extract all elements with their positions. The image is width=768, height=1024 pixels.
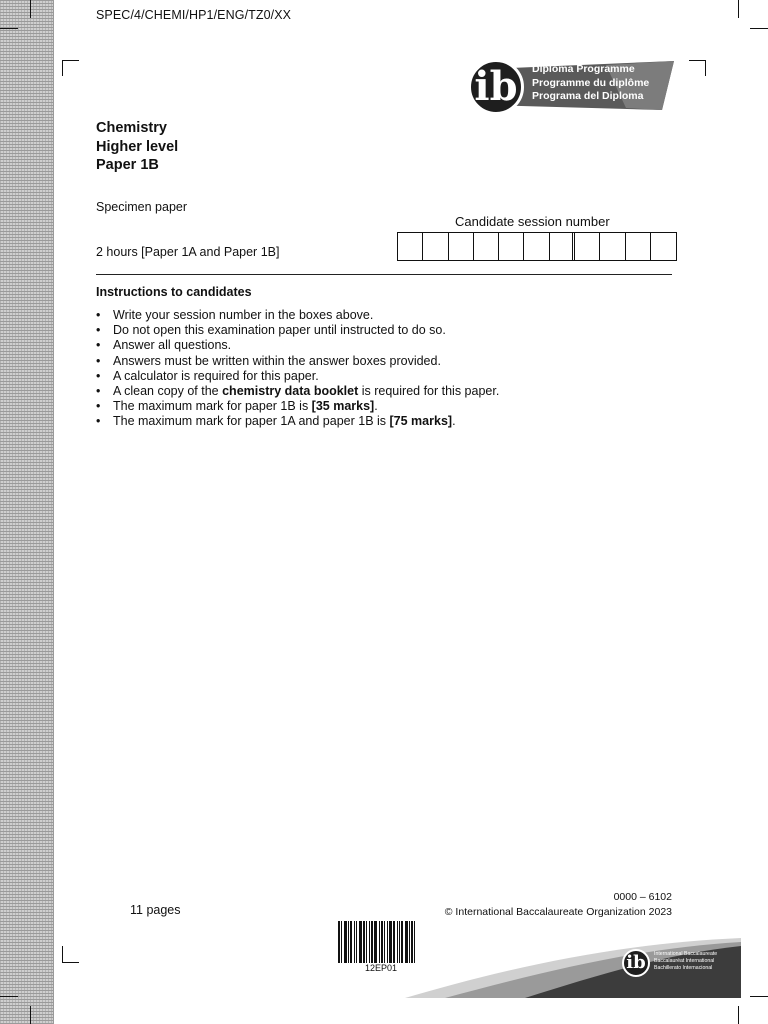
subject-title: Chemistry — [96, 120, 167, 136]
corner-mark — [62, 60, 79, 61]
footer-code: 0000 – 6102 — [613, 891, 672, 903]
binding-strip — [0, 0, 53, 1024]
crop-mark — [738, 0, 739, 18]
instruction-item — [96, 414, 499, 429]
instruction-text: Write your session number in the boxes above. — [113, 308, 374, 322]
instructions-heading: Instructions to candidates — [96, 285, 252, 299]
copyright: © International Baccalaureate Organization 2023 — [444, 906, 672, 918]
instruction-text: Answers must be written within the answer boxes provided. — [113, 353, 441, 368]
session-digit-box[interactable] — [423, 233, 448, 260]
page-count: 11 pages — [130, 903, 181, 917]
ib-small-mark-icon: ib — [622, 949, 650, 977]
session-digit-box[interactable] — [626, 233, 651, 260]
session-digit-box[interactable] — [449, 233, 474, 260]
ib-small-line: Bachillerato Internacional — [654, 965, 713, 972]
barcode-text: 12EP01 — [365, 963, 398, 973]
instruction-text: Do not open this examination paper until instructed to do so. — [113, 323, 446, 338]
divider — [96, 274, 672, 275]
session-digit-box[interactable] — [651, 233, 676, 260]
paper-title — [96, 119, 178, 175]
instruction-emphasis: [35 marks] — [311, 399, 375, 414]
instruction-text: A clean copy of the — [113, 384, 223, 399]
instruction-emphasis: [75 marks] — [389, 414, 453, 429]
ib-small-text — [654, 951, 717, 973]
instruction-text: . — [374, 399, 378, 414]
instruction-item — [96, 308, 499, 323]
instruction-text: Answer all questions. — [113, 338, 232, 353]
corner-mark — [62, 946, 63, 963]
instruction-item — [96, 338, 499, 353]
level-title: Higher level — [96, 138, 179, 155]
candidate-session-boxes — [397, 232, 677, 261]
logo-line: Programme du diplôme — [532, 76, 650, 89]
instruction-text: A calculator is required for this paper. — [113, 368, 319, 383]
binding-edge — [53, 0, 54, 1024]
instruction-text: The maximum mark for paper 1B is — [113, 399, 312, 414]
instruction-item — [96, 354, 499, 369]
instructions-list — [96, 308, 499, 430]
session-digit-box[interactable] — [550, 233, 575, 260]
ib-small-logo — [622, 949, 734, 981]
corner-mark — [62, 962, 79, 963]
crop-mark — [738, 1006, 739, 1024]
instruction-item — [96, 384, 499, 399]
session-digit-box[interactable] — [575, 233, 600, 260]
logo-line: Diploma Programme — [532, 63, 635, 75]
instruction-item — [96, 369, 499, 384]
instruction-text: is required for this paper. — [358, 384, 500, 399]
instruction-item — [96, 323, 499, 338]
corner-mark — [705, 60, 706, 76]
ib-small-line: International Baccalaureate — [654, 951, 718, 957]
crop-mark — [750, 996, 768, 997]
duration: 2 hours [Paper 1A and Paper 1B] — [96, 245, 280, 259]
ib-small-line: Baccalauréat International — [654, 958, 715, 965]
instruction-emphasis: chemistry data booklet — [222, 384, 359, 399]
session-digit-box[interactable] — [600, 233, 625, 260]
ib-mark-icon: ib — [468, 59, 524, 115]
crop-mark — [30, 1006, 31, 1024]
session-digit-box[interactable] — [524, 233, 549, 260]
ib-logo — [468, 59, 674, 117]
instruction-text: The maximum mark for paper 1A and paper 1B is — [113, 414, 390, 429]
logo-line: Programa del Diploma — [532, 90, 644, 102]
crop-mark — [750, 28, 768, 29]
session-digit-box[interactable] — [398, 233, 423, 260]
session-digit-box[interactable] — [499, 233, 524, 260]
corner-mark — [62, 60, 63, 76]
candidate-session-label: Candidate session number — [455, 214, 610, 229]
session-digit-box[interactable] — [474, 233, 499, 260]
instruction-item — [96, 399, 499, 414]
logo-text — [532, 63, 649, 104]
crop-mark — [0, 28, 18, 29]
paper-number: Paper 1B — [96, 157, 159, 173]
corner-mark — [689, 60, 706, 61]
crop-mark — [0, 996, 18, 997]
paper-code: SPEC/4/CHEMI/HP1/ENG/TZ0/XX — [96, 8, 292, 22]
specimen-label: Specimen paper — [96, 200, 188, 214]
instruction-text: . — [452, 414, 456, 429]
crop-mark — [30, 0, 31, 18]
